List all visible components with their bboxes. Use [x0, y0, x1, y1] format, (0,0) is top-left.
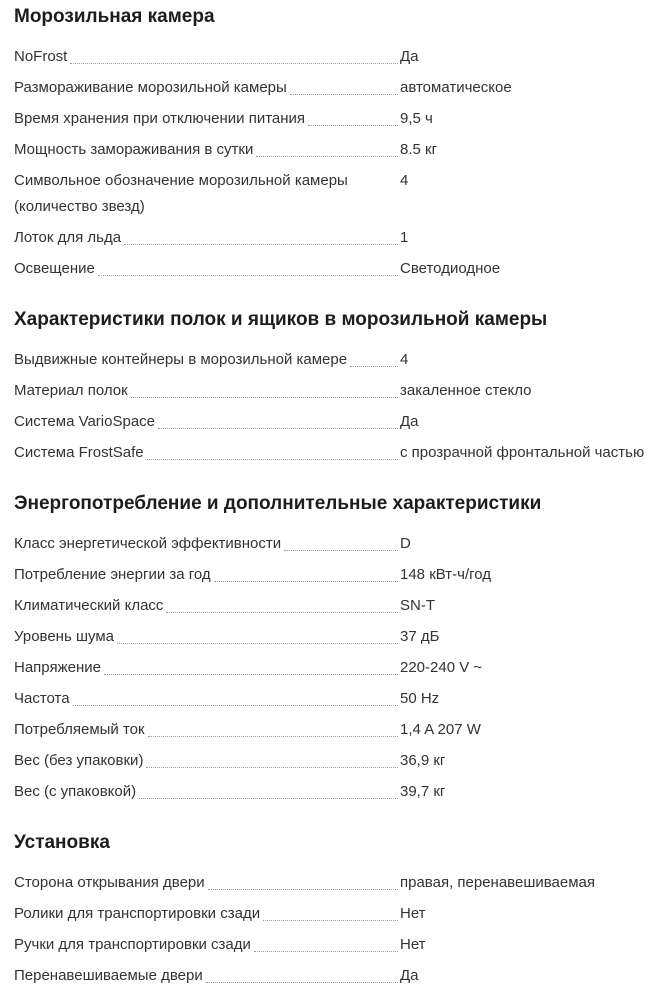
- dotted-leader: [208, 870, 398, 890]
- spec-label: Выдвижные контейнеры в морозильной камере: [14, 351, 348, 368]
- dotted-leader: [206, 963, 398, 983]
- spec-value: 148 кВт-ч/год: [400, 566, 492, 583]
- spec-label: Потребляемый ток: [14, 721, 145, 738]
- spec-row: [14, 75, 653, 101]
- section-freezer: [14, 5, 653, 282]
- dotted-leader: [166, 593, 398, 613]
- spec-row: [14, 168, 653, 220]
- spec-label: NoFrost: [14, 48, 68, 65]
- dotted-leader: [256, 137, 398, 157]
- spec-value: 1,4 A 207 W: [400, 721, 481, 738]
- dotted-leader: [117, 624, 398, 644]
- dotted-leader: [263, 901, 398, 921]
- section-title: Энергопотребление и дополнительные характеристики: [14, 493, 542, 514]
- dotted-leader: [139, 779, 398, 799]
- spec-value: Светодиодное: [400, 260, 501, 277]
- dotted-leader: [146, 748, 398, 768]
- spec-row: [14, 779, 653, 805]
- section-title: Морозильная камера: [14, 6, 215, 27]
- section-energy: [14, 492, 653, 805]
- spec-value: автоматическое: [400, 79, 512, 96]
- spec-value: Нет: [400, 905, 426, 922]
- section-installation: [14, 831, 653, 989]
- dotted-leader: [131, 378, 398, 398]
- spec-value: правая, перенавешиваемая: [400, 874, 595, 891]
- spec-label: Система VarioSpace: [14, 413, 156, 430]
- spec-row: [14, 106, 653, 132]
- spec-value: 4: [400, 351, 409, 368]
- dotted-leader: [98, 256, 398, 276]
- spec-row: [14, 347, 653, 373]
- dotted-leader: [214, 562, 398, 582]
- spec-row: [14, 901, 653, 927]
- spec-value: закаленное стекло: [400, 382, 532, 399]
- spec-value: D: [400, 535, 411, 552]
- spec-label: Климатический класс: [14, 597, 164, 614]
- spec-row: [14, 963, 653, 989]
- dotted-leader: [148, 717, 398, 737]
- dotted-leader: [284, 531, 398, 551]
- dotted-leader: [158, 409, 398, 429]
- spec-label: Частота: [14, 690, 70, 707]
- spec-value: Да: [400, 413, 419, 430]
- spec-row: [14, 256, 653, 282]
- dotted-leader: [124, 225, 398, 245]
- spec-row: [14, 378, 653, 404]
- spec-value: 1: [400, 229, 409, 246]
- spec-value: 9,5 ч: [400, 110, 433, 127]
- spec-label: Система FrostSafe: [14, 444, 144, 461]
- dotted-leader: [290, 75, 398, 95]
- spec-row: [14, 225, 653, 251]
- section-title: Установка: [14, 832, 110, 853]
- spec-row: [14, 593, 653, 619]
- spec-row: [14, 932, 653, 958]
- section-title: Характеристики полок и ящиков в морозильной камеры: [14, 309, 548, 330]
- spec-value: 37 дБ: [400, 628, 440, 645]
- dotted-leader: [308, 106, 398, 126]
- section-shelves: [14, 308, 653, 466]
- spec-value: 4: [400, 172, 409, 189]
- dotted-leader: [73, 686, 398, 706]
- spec-label: Размораживание морозильной камеры: [14, 79, 287, 96]
- spec-label: Перенавешиваемые двери: [14, 967, 203, 984]
- spec-label: Символьное обозначение морозильной камеры (количество звезд): [14, 172, 348, 215]
- spec-label: Ролики для транспортировки сзади: [14, 905, 261, 922]
- spec-row: [14, 409, 653, 435]
- dotted-leader: [388, 168, 398, 214]
- spec-label: Освещение: [14, 260, 95, 277]
- dotted-leader: [147, 440, 398, 460]
- spec-value: Да: [400, 48, 419, 65]
- spec-label: Сторона открывания двери: [14, 874, 205, 891]
- spec-label: Мощность замораживания в сутки: [14, 141, 254, 158]
- spec-label: Класс энергетической эффективности: [14, 535, 282, 552]
- spec-row: [14, 655, 653, 681]
- spec-label: Вес (с упаковкой): [14, 783, 137, 800]
- spec-row: [14, 137, 653, 163]
- spec-row: [14, 748, 653, 774]
- spec-value: SN-T: [400, 597, 435, 614]
- spec-value: с прозрачной фронтальной частью: [400, 444, 645, 461]
- spec-label: Ручки для транспортировки сзади: [14, 936, 251, 953]
- spec-label: Лоток для льда: [14, 229, 122, 246]
- spec-value: 8.5 кг: [400, 141, 438, 158]
- spec-value: 220-240 V ~: [400, 659, 483, 676]
- spec-row: [14, 562, 653, 588]
- spec-label: Напряжение: [14, 659, 101, 676]
- dotted-leader: [70, 44, 398, 64]
- spec-value: Да: [400, 967, 419, 984]
- spec-label: Уровень шума: [14, 628, 114, 645]
- spec-value: 50 Hz: [400, 690, 440, 707]
- spec-row: [14, 686, 653, 712]
- spec-label: Время хранения при отключении питания: [14, 110, 306, 127]
- spec-value: 36,9 кг: [400, 752, 446, 769]
- dotted-leader: [350, 347, 398, 367]
- spec-label: Потребление энергии за год: [14, 566, 211, 583]
- spec-row: [14, 440, 653, 466]
- spec-row: [14, 44, 653, 70]
- dotted-leader: [254, 932, 398, 952]
- dotted-leader: [104, 655, 398, 675]
- spec-label: Материал полок: [14, 382, 128, 399]
- spec-row: [14, 717, 653, 743]
- spec-value: Нет: [400, 936, 426, 953]
- spec-row: [14, 870, 653, 896]
- spec-row: [14, 624, 653, 650]
- spec-label: Вес (без упаковки): [14, 752, 144, 769]
- spec-row: [14, 531, 653, 557]
- spec-value: 39,7 кг: [400, 783, 446, 800]
